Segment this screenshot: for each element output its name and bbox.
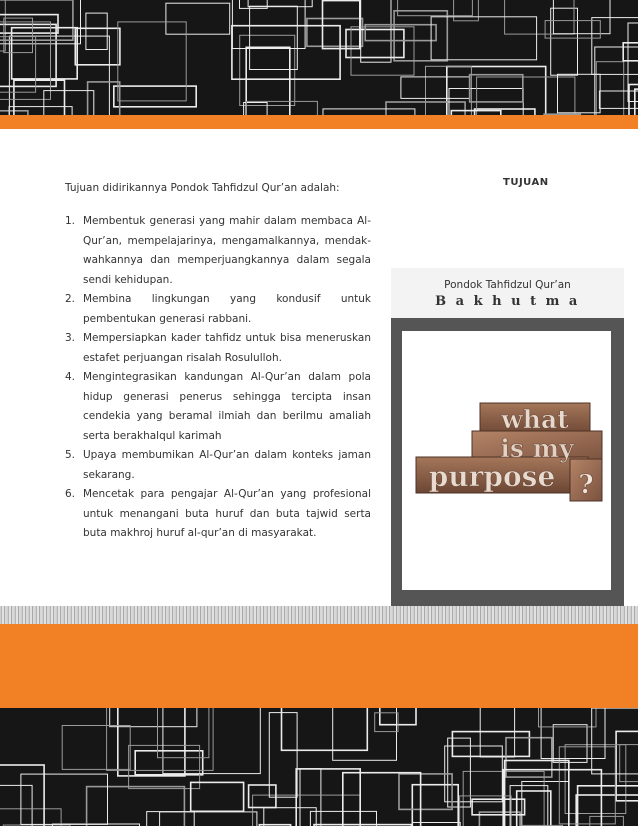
goal-item — [65, 485, 371, 544]
school-name: Pondok Tahfidzul Qur’an — [444, 279, 571, 291]
goal-number: 4. — [65, 371, 76, 383]
goal-item — [65, 329, 371, 368]
top-orange-band — [0, 115, 638, 129]
tujuan-heading: TUJUAN — [503, 177, 549, 188]
bottom-decorative-pattern — [0, 708, 638, 826]
goal-number: 1. — [65, 215, 76, 227]
letterpress-blocks-image — [402, 331, 611, 590]
school-subtitle: B a k h u t m a — [435, 294, 580, 309]
line-pattern-graphic — [0, 708, 638, 826]
goal-item — [65, 290, 371, 329]
gray-texture-stripe — [0, 606, 638, 624]
photo-word: what — [501, 405, 569, 434]
photo-word: purpose — [428, 460, 556, 493]
top-decorative-pattern — [0, 0, 638, 115]
goal-number: 2. — [65, 293, 76, 305]
goal-text: Membina lingkungan yang kondusif untuk pembentukan generasi rabbani. — [83, 293, 371, 325]
goal-text: Upaya membumikan Al-Qur’an dalam konteks jaman sekarang. — [83, 449, 371, 481]
goal-text: Mengintegrasikan kandungan Al-Qur’an dalam pola hidup generasi penerus sehingga tercipta insan cendekia yang beramal ilmiah dan berilmu amaliah serta berakhalqul karimah — [83, 371, 371, 442]
goal-number: 5. — [65, 449, 76, 461]
photo-word: ? — [578, 470, 594, 500]
goals-list — [65, 212, 371, 544]
goal-item — [65, 212, 371, 290]
goal-item — [65, 368, 371, 446]
school-name-box — [391, 268, 624, 318]
goal-text: Mencetak para pengajar Al-Qur’an yang profesional untuk menangani buta huruf dan buta tajwid serta buta makhroj huruf al-qur’an di masyarakat. — [83, 488, 371, 539]
intro-text: Tujuan didirikannya Pondok Tahfidzul Qur’an adalah: — [65, 182, 340, 194]
photo-word: is my — [500, 434, 574, 463]
line-pattern-graphic — [0, 0, 638, 115]
goal-text: Membentuk generasi yang mahir dalam membaca Al-Qur’an, mempelajarinya, mengamalkannya, mendak-wahkannya dan memperjuangkannya dalam segala sendi kehidupan. — [83, 215, 371, 286]
goal-number: 3. — [65, 332, 76, 344]
goal-item — [65, 446, 371, 485]
goal-number: 6. — [65, 488, 76, 500]
bottom-orange-band — [0, 624, 638, 708]
goal-text: Mempersiapkan kader tahfidz untuk bisa meneruskan estafet perjuangan risalah Rosululloh. — [83, 332, 371, 364]
purpose-photo — [402, 331, 611, 590]
